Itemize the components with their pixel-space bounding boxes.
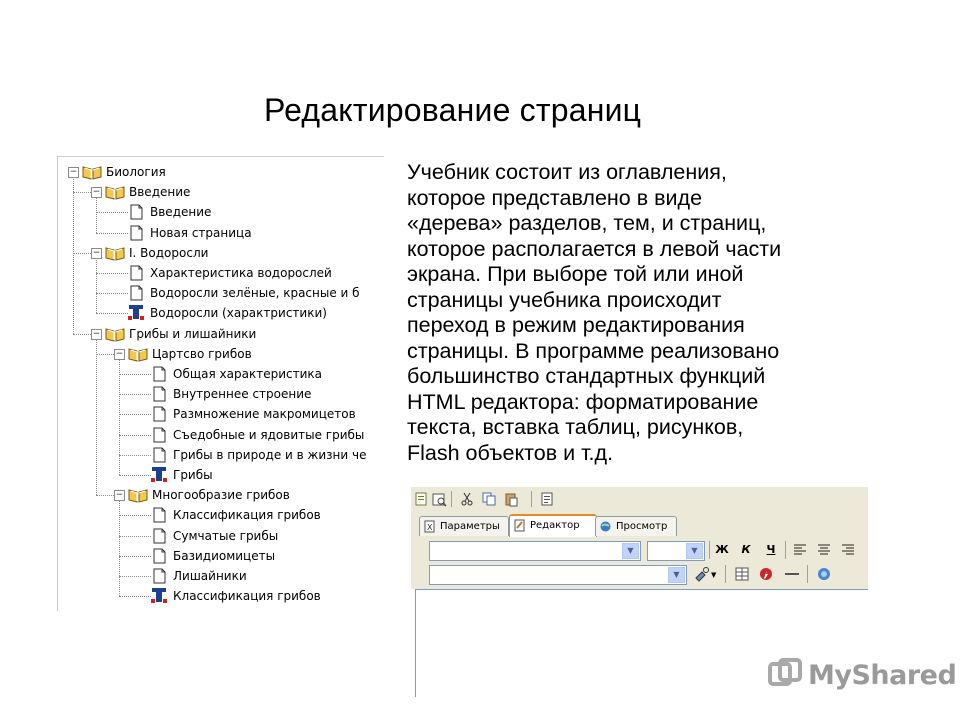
- chevron-down-icon: ▼: [686, 543, 703, 559]
- tree-node-label: Грибы в природе и в жизни че: [173, 447, 367, 462]
- tree-connector: [96, 233, 128, 234]
- myshared-logo-icon: [768, 658, 804, 692]
- tree-connector: [119, 394, 151, 395]
- editor-icon: [514, 519, 525, 532]
- description-line: большинство стандартных функций: [407, 364, 766, 388]
- tree-connector: [119, 536, 151, 537]
- open-book-icon: [128, 487, 148, 503]
- tree-node[interactable]: [58, 425, 384, 445]
- tree-node-label: I. Водоросли: [129, 245, 209, 260]
- description-line: страницы. В программе реализовано: [407, 338, 780, 363]
- tab-label: Редактор: [530, 520, 580, 531]
- tree-node-label: Съедобные и ядовитые грибы: [173, 427, 365, 442]
- page-icon: [153, 427, 166, 443]
- tree-node-label: Введение: [150, 205, 212, 220]
- cut-icon[interactable]: [459, 491, 475, 507]
- page-icon: [130, 225, 143, 241]
- underline-button[interactable]: Ч: [766, 543, 776, 556]
- copy-icon[interactable]: [481, 491, 497, 507]
- tab-editor[interactable]: [509, 514, 597, 538]
- tree-connector: [96, 212, 128, 213]
- tree-node[interactable]: [58, 526, 384, 546]
- tree-connector: [96, 354, 114, 355]
- tree-connector: [73, 253, 91, 254]
- tree-node[interactable]: [58, 324, 384, 344]
- page-icon: [153, 406, 166, 422]
- tree-connector: [96, 495, 114, 496]
- tab-preview[interactable]: [595, 516, 677, 536]
- tree-node-label: Биология: [106, 165, 166, 179]
- test-icon: [151, 587, 167, 604]
- page-icon: [130, 285, 143, 301]
- collapse-toggle-icon[interactable]: −: [115, 490, 124, 501]
- tree-node[interactable]: [58, 364, 384, 384]
- tree-node[interactable]: [58, 546, 384, 566]
- image-icon[interactable]: [815, 565, 833, 583]
- chevron-down-icon: ▼: [622, 543, 639, 559]
- tree-node-label: Новая страница: [150, 225, 252, 240]
- page-icon: [153, 528, 166, 544]
- tree-connector: [119, 556, 151, 557]
- parameters-icon: [424, 520, 435, 533]
- page-icon: [130, 204, 143, 220]
- italic-button[interactable]: К: [741, 543, 751, 556]
- page-icon: [153, 548, 166, 564]
- page-icon: [153, 366, 166, 382]
- tree-node[interactable]: [58, 344, 384, 364]
- tree-connector: [96, 293, 128, 294]
- description-line: HTML редактора: форматирование: [407, 389, 759, 414]
- tree-connector: [119, 596, 151, 597]
- page-icon: [153, 568, 166, 584]
- tree-connector: [96, 313, 128, 314]
- tree-node-label: Грибы: [173, 468, 213, 482]
- tree-node[interactable]: [58, 162, 384, 182]
- open-icon[interactable]: [431, 491, 447, 507]
- tab-label: Параметры: [440, 521, 500, 532]
- test-icon: [151, 466, 167, 483]
- tree-node[interactable]: [58, 465, 384, 485]
- collapse-toggle-icon[interactable]: −: [92, 328, 101, 339]
- description-line: экрана. При выборе той или иной: [407, 262, 744, 286]
- tree-node-label: Лишайники: [173, 569, 247, 583]
- collapse-toggle-icon[interactable]: −: [69, 167, 78, 177]
- tree-node[interactable]: [58, 303, 384, 323]
- tree-connector: [119, 576, 151, 577]
- tree-node[interactable]: [58, 404, 384, 424]
- tree-node-label: Грибы и лишайники: [129, 326, 257, 341]
- tree-node-label: Классификация грибов: [173, 589, 321, 604]
- tree-node[interactable]: [58, 243, 384, 263]
- tab-parameters[interactable]: [419, 516, 509, 536]
- tab-label: Просмотр: [616, 521, 668, 532]
- table-icon[interactable]: [733, 565, 751, 583]
- open-book-icon: [105, 245, 125, 261]
- tree-node[interactable]: [58, 263, 384, 283]
- tree-connector: [119, 515, 151, 516]
- tree-node-label: Сумчатые грибы: [173, 528, 279, 543]
- chevron-down-icon: ▼: [668, 567, 685, 583]
- tree-connector: [96, 273, 128, 274]
- description-line: которое представлено в виде: [407, 185, 703, 210]
- editor-tabs: [411, 511, 868, 538]
- description-line: «дерева» разделов, тем, и страниц,: [407, 211, 767, 235]
- flash-icon[interactable]: [757, 565, 775, 583]
- tree-connector: [119, 455, 151, 456]
- tree-node[interactable]: [58, 505, 384, 525]
- open-book-icon: [82, 164, 102, 180]
- description-line: Flash объектов и т.д.: [407, 440, 614, 465]
- tree-connector: [119, 374, 151, 375]
- watermark-text: MyShared: [808, 660, 957, 691]
- tree-node[interactable]: [58, 586, 384, 606]
- bold-button[interactable]: Ж: [715, 543, 729, 556]
- tree-node[interactable]: [58, 384, 384, 404]
- description-line: переход в режим редактирования: [407, 313, 745, 337]
- tree-node-label: Классификация грибов: [173, 508, 321, 523]
- myshared-watermark: [768, 656, 957, 696]
- page-icon: [153, 386, 166, 402]
- tree-node-label: Цартсво грибов: [152, 346, 252, 361]
- collapse-toggle-icon[interactable]: −: [92, 187, 101, 198]
- tree-node-label: Водоросли (характристики): [150, 306, 327, 321]
- collapse-toggle-icon[interactable]: −: [115, 348, 124, 359]
- page-icon[interactable]: [539, 491, 555, 507]
- tree-node[interactable]: [58, 485, 384, 505]
- tree-connector: [119, 475, 151, 476]
- tree-connector: [119, 435, 151, 436]
- chevron-down-icon[interactable]: ▼: [711, 571, 717, 579]
- tree-node-label: Многообразие грибов: [152, 488, 290, 503]
- description-line: Учебник состоит из оглавления,: [407, 160, 727, 184]
- tree-node[interactable]: [58, 283, 384, 303]
- insert-toolbar: [411, 563, 868, 589]
- open-book-icon: [105, 184, 125, 200]
- slide-description: [407, 160, 887, 466]
- tree-node-label: Внутреннее строение: [173, 387, 312, 402]
- tree-node-label: Характеристика водорослей: [150, 266, 332, 280]
- tree-node-label: Общая характеристика: [173, 367, 322, 381]
- font-combo[interactable]: [429, 541, 641, 561]
- course-tree[interactable]: [57, 156, 384, 611]
- tree-node-label: Размножение макромицетов: [173, 407, 356, 422]
- horizontal-rule-icon[interactable]: [783, 565, 801, 583]
- svg-text:X: X: [427, 523, 433, 532]
- new-icon[interactable]: [413, 491, 429, 507]
- format-toolbar: [411, 537, 868, 563]
- style-combo[interactable]: [429, 565, 687, 585]
- main-toolbar: [411, 487, 868, 512]
- tree-node[interactable]: [58, 445, 384, 465]
- tree-node-label: Водоросли зелёные, красные и б: [150, 286, 360, 301]
- link-icon[interactable]: [693, 565, 711, 583]
- tree-connector: [119, 414, 151, 415]
- page-icon: [153, 447, 166, 463]
- tree-node-label: Введение: [129, 185, 191, 200]
- tree-connector: [73, 334, 91, 335]
- description-line: текста, вставка таблиц, рисунков,: [407, 415, 744, 439]
- tree-node-label: Базидиомицеты: [173, 548, 276, 563]
- collapse-toggle-icon[interactable]: −: [92, 247, 101, 258]
- align-center-icon[interactable]: [815, 541, 833, 559]
- open-book-icon: [128, 346, 148, 362]
- align-right-icon[interactable]: [839, 541, 857, 559]
- description-line: страницы учебника происходит: [407, 287, 722, 312]
- preview-icon: [600, 520, 611, 533]
- test-icon: [128, 304, 144, 321]
- tree-node[interactable]: [58, 182, 384, 202]
- tree-connector: [73, 192, 91, 193]
- paste-icon[interactable]: [503, 491, 519, 507]
- tree-node[interactable]: [58, 202, 384, 222]
- page-icon: [153, 507, 166, 523]
- tree-node[interactable]: [58, 566, 384, 586]
- description-line: которое располагается в левой части: [407, 236, 782, 261]
- tree-node[interactable]: [58, 223, 384, 243]
- open-book-icon: [105, 326, 125, 342]
- size-combo[interactable]: [647, 541, 705, 561]
- page-icon: [130, 265, 143, 281]
- slide-title: Редактирование страниц: [264, 92, 642, 128]
- align-left-icon[interactable]: [791, 541, 809, 559]
